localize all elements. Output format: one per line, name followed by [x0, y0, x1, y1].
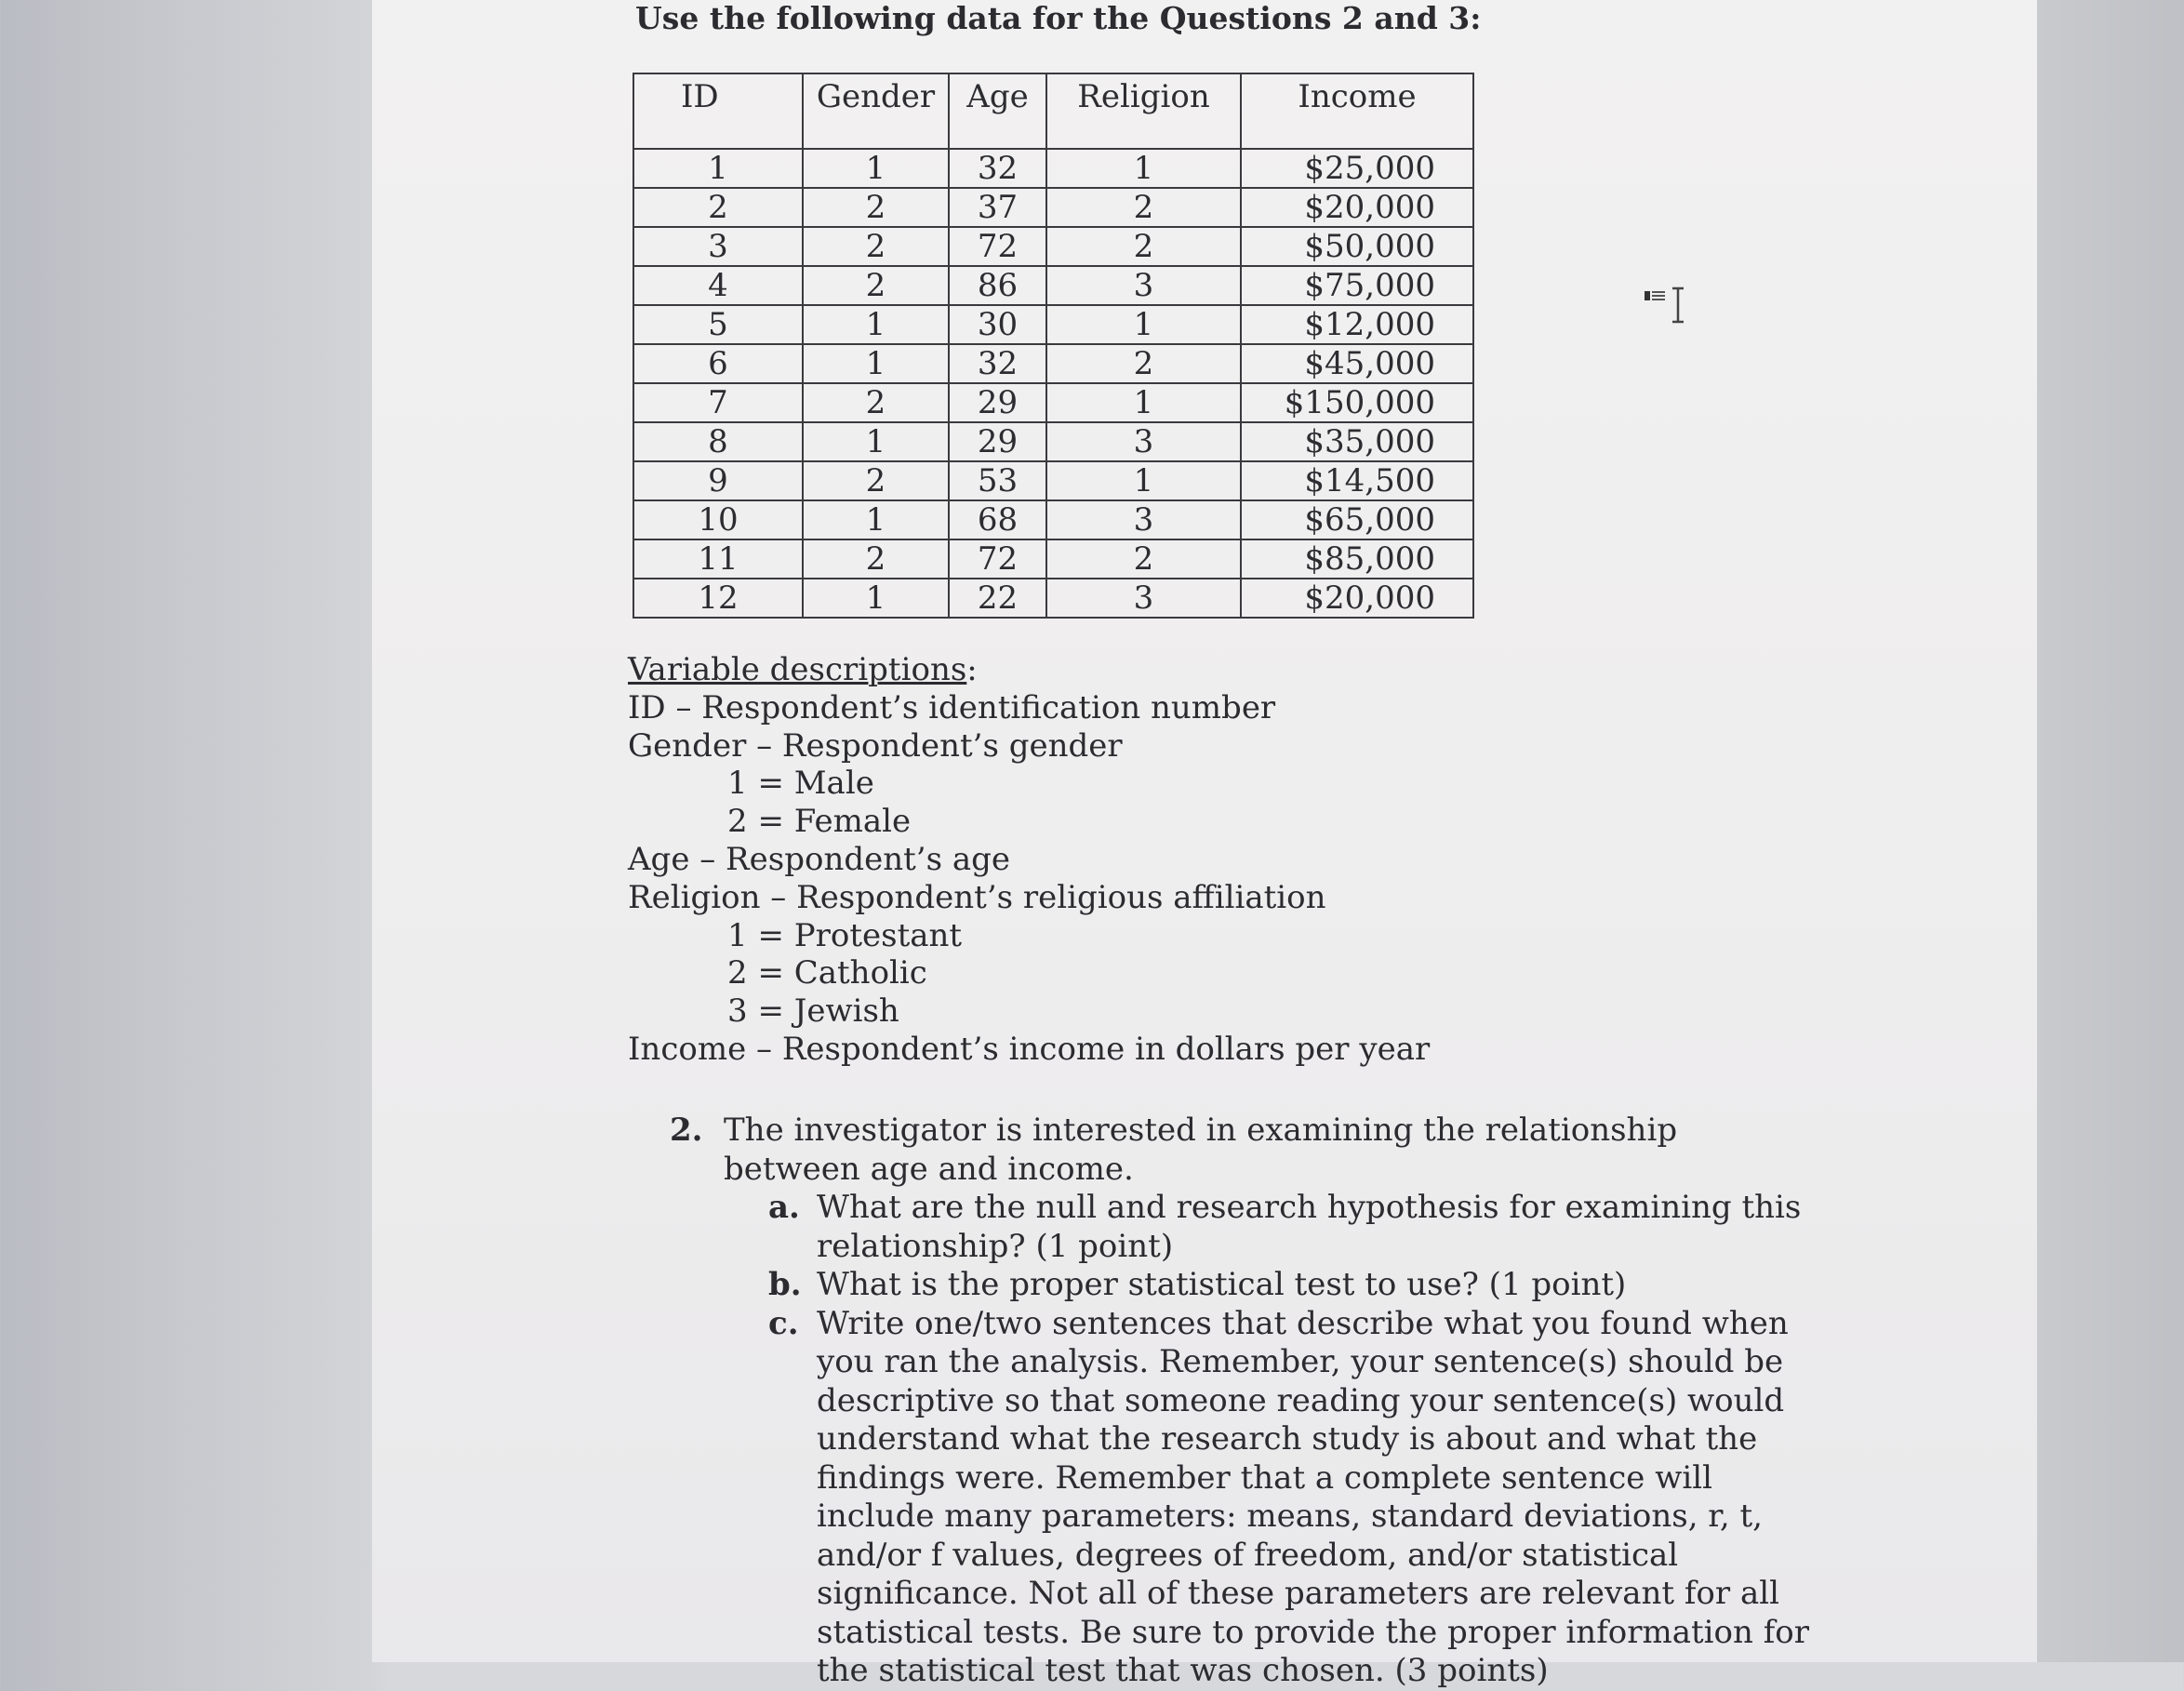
- table-row: [633, 149, 1473, 188]
- cell-age: 68: [949, 500, 1046, 539]
- cell-religion: 3: [1046, 579, 1241, 618]
- cell-income: $20,000: [1241, 579, 1473, 618]
- cell-income: $150,000: [1241, 383, 1473, 422]
- table-row: [633, 188, 1473, 227]
- cell-id: 8: [633, 422, 803, 461]
- cell-age: 72: [949, 227, 1046, 266]
- cell-id: 7: [633, 383, 803, 422]
- cell-id: 1: [633, 149, 803, 188]
- religion-code-catholic: 2 = Catholic: [727, 954, 927, 992]
- cell-religion: 1: [1046, 461, 1241, 500]
- part-text: What are the null and research hypothesis for examining this relationship? (1 point): [817, 1189, 1802, 1265]
- cell-gender: 2: [803, 539, 949, 579]
- table-row: [633, 383, 1473, 422]
- cell-income: $14,500: [1241, 461, 1473, 500]
- description-income: Income – Respondent’s income in dollars per year: [628, 1030, 1431, 1068]
- cell-age: 29: [949, 422, 1046, 461]
- cell-income: $85,000: [1241, 539, 1473, 579]
- cell-id: 2: [633, 188, 803, 227]
- column-header-income: Income: [1241, 73, 1473, 149]
- cell-religion: 3: [1046, 422, 1241, 461]
- table-row: [633, 422, 1473, 461]
- cell-id: 10: [633, 500, 803, 539]
- cell-gender: 2: [803, 461, 949, 500]
- cell-id: 4: [633, 266, 803, 305]
- cell-gender: 2: [803, 188, 949, 227]
- table-row: [633, 227, 1473, 266]
- cell-income: $35,000: [1241, 422, 1473, 461]
- description-religion: Religion – Respondent’s religious affiliation: [628, 878, 1326, 916]
- table-row: [633, 266, 1473, 305]
- cell-age: 72: [949, 539, 1046, 579]
- cell-religion: 3: [1046, 500, 1241, 539]
- table-row: [633, 579, 1473, 618]
- cell-income: $65,000: [1241, 500, 1473, 539]
- cell-gender: 1: [803, 305, 949, 344]
- descriptions-title: Variable descriptions: [628, 651, 967, 688]
- description-id: ID – Respondent’s identification number: [628, 688, 1276, 726]
- religion-code-jewish: 3 = Jewish: [727, 992, 899, 1031]
- part-text: Write one/two sentences that describe what you found when you ran the analysis. Remember, your sentence(s) should be descriptive so that someone reading your sentence(s) would understand what the research study is about and what the findings were. Remember that a complete sentence will include many parameters: means, standard deviations, r, t, and/or f values, degrees of freedom, and/or statistical significance. Not all of these parameters are relevant for all statistical tests. Be sure to provide the proper information for the statistical test that was chosen. (3 points): [817, 1304, 1810, 1689]
- cell-age: 22: [949, 579, 1046, 618]
- cell-age: 29: [949, 383, 1046, 422]
- cell-income: $75,000: [1241, 266, 1473, 305]
- cell-gender: 1: [803, 579, 949, 618]
- table-row: [633, 500, 1473, 539]
- cell-income: $50,000: [1241, 227, 1473, 266]
- question-text: The investigator is interested in examining the relationship between age and income.: [724, 1112, 1678, 1188]
- cell-income: $25,000: [1241, 149, 1473, 188]
- column-header-id: ID: [633, 73, 803, 149]
- gender-code-female: 2 = Female: [727, 803, 912, 841]
- variable-descriptions: [628, 651, 1430, 1069]
- descriptions-title-colon: :: [966, 651, 978, 688]
- cell-income: $45,000: [1241, 344, 1473, 383]
- cell-id: 3: [633, 227, 803, 266]
- cell-gender: 1: [803, 344, 949, 383]
- table-row: [633, 305, 1473, 344]
- data-table: [633, 73, 1474, 619]
- cell-gender: 2: [803, 383, 949, 422]
- cell-religion: 2: [1046, 539, 1241, 579]
- table-row: [633, 539, 1473, 579]
- gender-code-male: 1 = Male: [727, 765, 874, 803]
- cell-gender: 1: [803, 422, 949, 461]
- cell-gender: 2: [803, 266, 949, 305]
- religion-code-protestant: 1 = Protestant: [727, 916, 963, 954]
- part-label: a.: [768, 1189, 800, 1226]
- cell-gender: 1: [803, 149, 949, 188]
- part-text: What is the proper statistical test to use? (1 point): [817, 1266, 1627, 1303]
- background-edge: [2037, 0, 2184, 1662]
- cell-age: 30: [949, 305, 1046, 344]
- cell-id: 11: [633, 539, 803, 579]
- question-part-a: [768, 1189, 1814, 1266]
- cell-religion: 1: [1046, 305, 1241, 344]
- question-part-c: [768, 1305, 1814, 1691]
- cell-age: 32: [949, 344, 1046, 383]
- descriptions-title-line: [628, 651, 1430, 689]
- column-header-gender: Gender: [803, 73, 949, 149]
- table-header-row: [633, 73, 1473, 149]
- part-label: b.: [768, 1266, 802, 1303]
- column-header-age: Age: [949, 73, 1046, 149]
- question-2: [670, 1112, 1814, 1691]
- cell-religion: 2: [1046, 227, 1241, 266]
- cell-age: 86: [949, 266, 1046, 305]
- cell-religion: 3: [1046, 266, 1241, 305]
- part-label: c.: [768, 1304, 799, 1342]
- cell-religion: 2: [1046, 344, 1241, 383]
- cell-id: 6: [633, 344, 803, 383]
- description-age: Age – Respondent’s age: [628, 840, 1011, 878]
- question-2-stem: [670, 1112, 1814, 1189]
- cell-gender: 1: [803, 500, 949, 539]
- cell-age: 53: [949, 461, 1046, 500]
- table-row: [633, 344, 1473, 383]
- table-row: [633, 461, 1473, 500]
- cell-id: 5: [633, 305, 803, 344]
- cell-id: 9: [633, 461, 803, 500]
- cell-religion: 2: [1046, 188, 1241, 227]
- cell-age: 32: [949, 149, 1046, 188]
- cell-id: 12: [633, 579, 803, 618]
- cell-income: $20,000: [1241, 188, 1473, 227]
- cell-age: 37: [949, 188, 1046, 227]
- cell-gender: 2: [803, 227, 949, 266]
- text-cursor-icon: [1645, 286, 1693, 326]
- column-header-religion: Religion: [1046, 73, 1241, 149]
- description-gender: Gender – Respondent’s gender: [628, 726, 1123, 765]
- table-body: [633, 149, 1473, 618]
- cell-income: $12,000: [1241, 305, 1473, 344]
- cell-religion: 1: [1046, 383, 1241, 422]
- question-part-b: [768, 1266, 1814, 1305]
- page-heading: Use the following data for the Questions 2 and 3:: [635, 0, 1482, 36]
- cell-religion: 1: [1046, 149, 1241, 188]
- question-number: 2.: [670, 1112, 703, 1149]
